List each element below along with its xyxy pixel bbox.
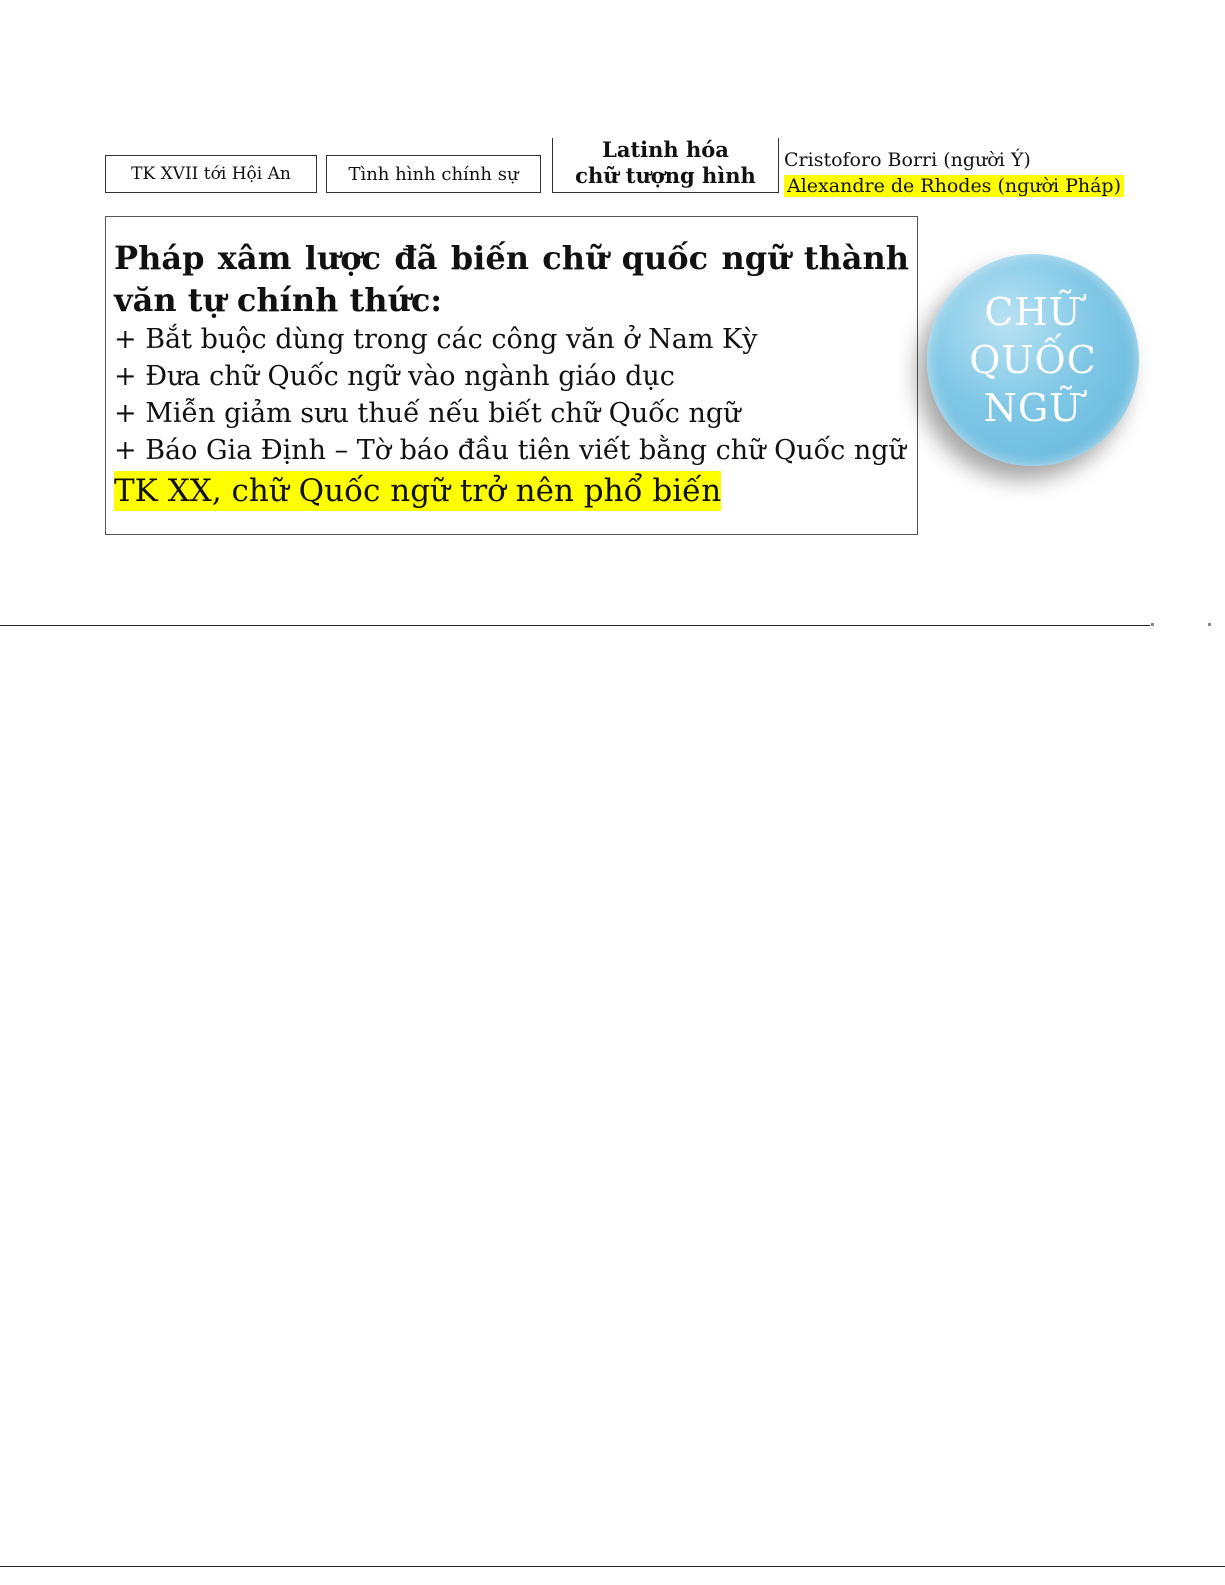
tag-latinization-clipped-label: Latinh hóa [602, 138, 729, 162]
badge-line-1: CHỮ [984, 290, 1082, 334]
main-heading: Pháp xâm lược đã biến chữ quốc ngữ thành văn tự chính thức: [114, 239, 909, 319]
divider-mark [1151, 623, 1154, 626]
tag-political-situation [326, 155, 541, 193]
divider-mark [1208, 623, 1211, 626]
section-divider [0, 625, 1150, 626]
highlight-statement: TK XX, chữ Quốc ngữ trở nên phổ biến [114, 473, 722, 509]
person-borri: Cristoforo Borri (người Ý) [784, 149, 1031, 171]
person-de-rhodes: Alexandre de Rhodes (người Pháp) [784, 175, 1124, 197]
main-content-box [105, 216, 918, 535]
list-item: + Miễn giảm sưu thuế nếu biết chữ Quốc ngữ [114, 398, 741, 429]
people-list [784, 147, 1124, 199]
bottom-divider [0, 1566, 1225, 1567]
list-item: + Bắt buộc dùng trong các công văn ở Nam Kỳ [114, 324, 758, 355]
list-item: + Báo Gia Định – Tờ báo đầu tiên viết bằng chữ Quốc ngữ [114, 435, 906, 466]
tag-latinization [552, 138, 779, 193]
badge-line-2: QUỐC [969, 338, 1097, 382]
tag-latinization-label: chữ tượng hình [575, 163, 756, 188]
tag-political-situation-label: Tình hình chính sự [348, 163, 519, 185]
tag-century-hoi-an-label: TK XVII tới Hội An [131, 164, 291, 184]
badge-line-3: NGỮ [983, 386, 1083, 430]
chu-quoc-ngu-badge [927, 254, 1139, 466]
list-item: + Đưa chữ Quốc ngữ vào ngành giáo dục [114, 361, 675, 392]
tag-century-hoi-an [105, 155, 317, 193]
